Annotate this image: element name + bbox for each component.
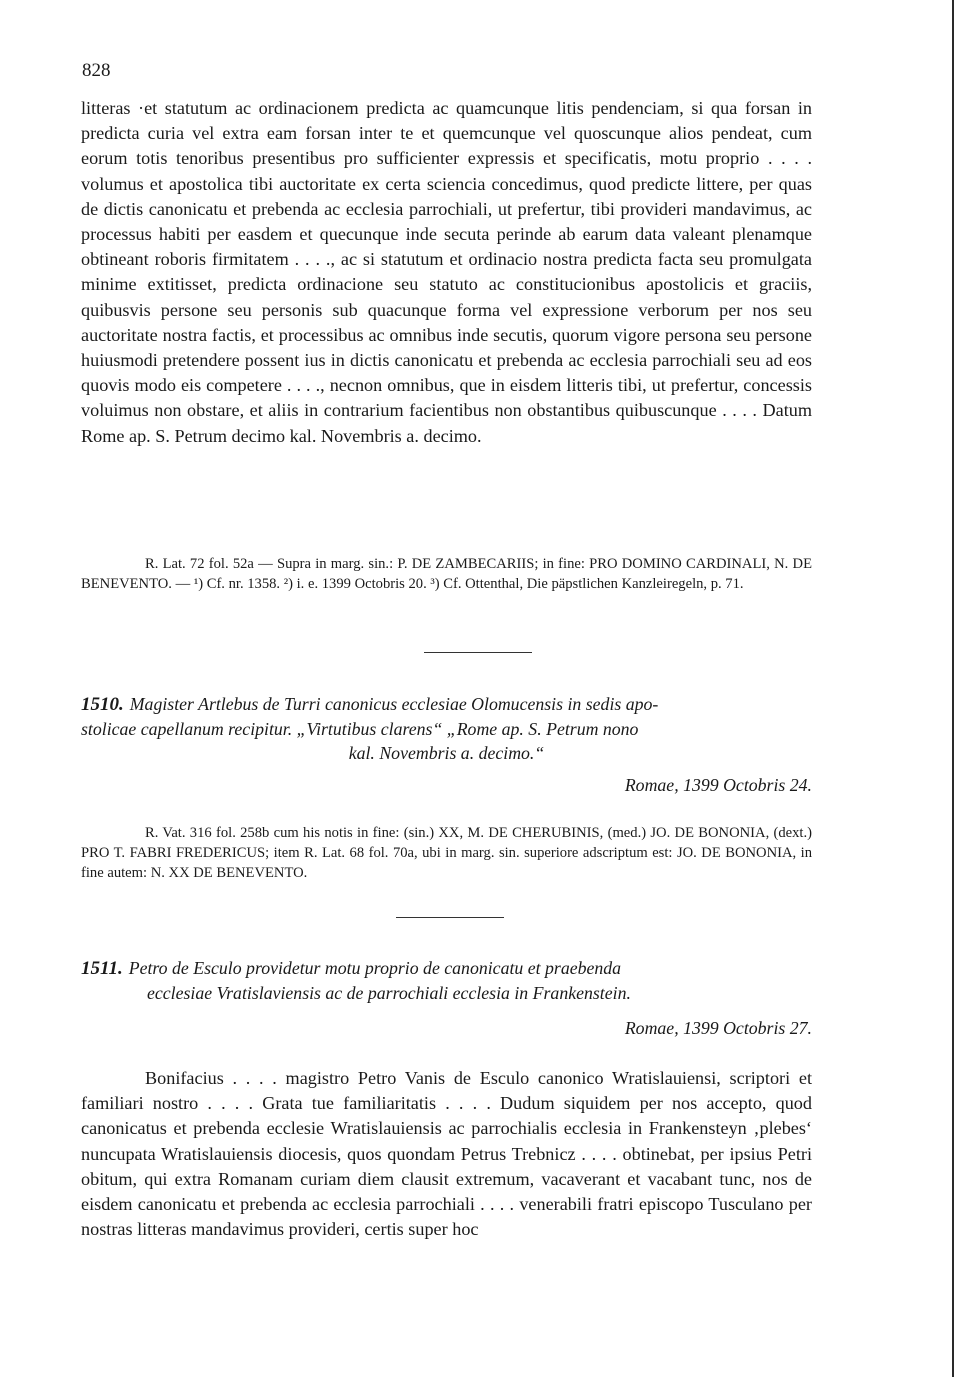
paragraph-letter-continuation: litteras ·et statutum ac ordinacionem predicta ac quamcunque litis pendenciam, si qua forsan in predicta curia vel extra eam forsan inter te et quemcunque vel quoscunque alios pendeat, cum eorum totis tenoribus presentibus pro sufficienter expressis et specificatis, motu proprio . . . . volumus et apostolica tibi auctoritate ex certa sciencia concedimus, quod predicte littere, per quas de dictis canonicatu et prebenda ac ecclesia parrochiali, ut prefertur, tibi provideri mandavimus, ac processus habiti per easdem et quecunque inde secuta perinde ab earum data valeant plenamque obtineant roboris firmitatem . . . ., ac si statutum et ordinacio nostra predicta facta seu promulgata minime extitisset, predicta ordinacione seu statuto ac constitucionibus apostolicis et graciis, quibusvis persone seu personis sub quacunque forma vel expressione verborum per nos seu auctoritate nostra factis, et processibus ac omnibus inde secutis, quorum vigore persona seu persone huiusmodi pretendere possent ius in dictis canonicatu et prebenda ac ecclesia parrochiali seu ad eos quovis modo eis competere . . . ., necnon omnibus, que in eisdem litteris tibi, ut prefertur, concessis voluimus non obstare, et aliis in contrarium facientibus non obstantibus quibuscunque . . . . Datum Rome ap. S. Petrum decimo kal. Novembris a. decimo. <box>81 98 812 446</box>
footnote-1510: R. Vat. 316 fol. 258b cum his notis in fine: (sin.) XX, M. DE CHERUBINIS, (med.) JO. DE BONONIA, (dext.) PRO T. FABRI FREDERICUS; item R. Lat. 68 fol. 70a, ubi in marg. sin. superiore adscriptum est: JO. DE BONONIA, in fine autem: N. XX DE BENEVENTO. <box>81 825 812 881</box>
section-divider <box>396 917 504 918</box>
entry-number: 1511. <box>81 958 123 979</box>
paragraph-letter-1511: Bonifacius . . . . magistro Petro Vanis de Esculo canonico Wratislauiensi, scriptori et familiari nostro . . . . Grata tue familiaritatis . . . . Dudum siquidem per nos accepto, quod canonicatus et prebenda ecclesie Wratislauiensis ac parrochialis ecclesia in Frankensteyn ‚plebes‘ nuncupata Wratislauiensis diocesis, quos quondam Petrus Trebnicz . . . . obtinebat, per ipsius Petri obitum, qui extra Romanam curiam diem clausit extremum, vacaverant et vacabant tunc, nos de eisdem canonicatu et prebenda ac ecclesia parrochiali . . . . venerabili fratri episcopo Tusculano per nostras litteras mandavimus provideri, certis super hoc <box>81 1068 812 1240</box>
page-number: 828 <box>82 60 111 81</box>
section-divider <box>424 652 532 653</box>
footnote-1509: R. Lat. 72 fol. 52a — Supra in marg. sin.: P. DE ZAMBECARIIS; in fine: PRO DOMINO CARDINALI, N. DE BENEVENTO. — ¹) Cf. nr. 1358. ²) i. e. 1399 Octobris 20. ³) Cf. Ottenthal, Die päpstlichen Kanzleiregeln, p. 71. <box>81 556 812 592</box>
entry-summary-line: kal. Novembris a. decimo.“ <box>348 743 545 763</box>
entry-heading-1511 <box>81 956 812 1005</box>
entry-summary-line: Magister Artlebus de Turri canonicus ecclesiae Olomucensis in sedis apo- <box>129 694 659 714</box>
entry-summary-line: stolicae capellanum recipitur. „Virtutibus clarens“ „Rome ap. S. Petrum nono <box>81 719 639 739</box>
entry-dateline: Romae, 1399 Octobris 24. <box>624 775 812 795</box>
entry-summary-line: Petro de Esculo providetur motu proprio de canonicatu et praebenda <box>128 958 622 978</box>
entry-summary-line: ecclesiae Vratislaviensis ac de parrochiali ecclesia in Frankenstein. <box>147 983 631 1003</box>
entry-heading-1510 <box>81 692 812 765</box>
entry-number: 1510. <box>81 694 124 715</box>
page-edge-line <box>952 0 954 1377</box>
entry-dateline: Romae, 1399 Octobris 27. <box>624 1018 812 1038</box>
